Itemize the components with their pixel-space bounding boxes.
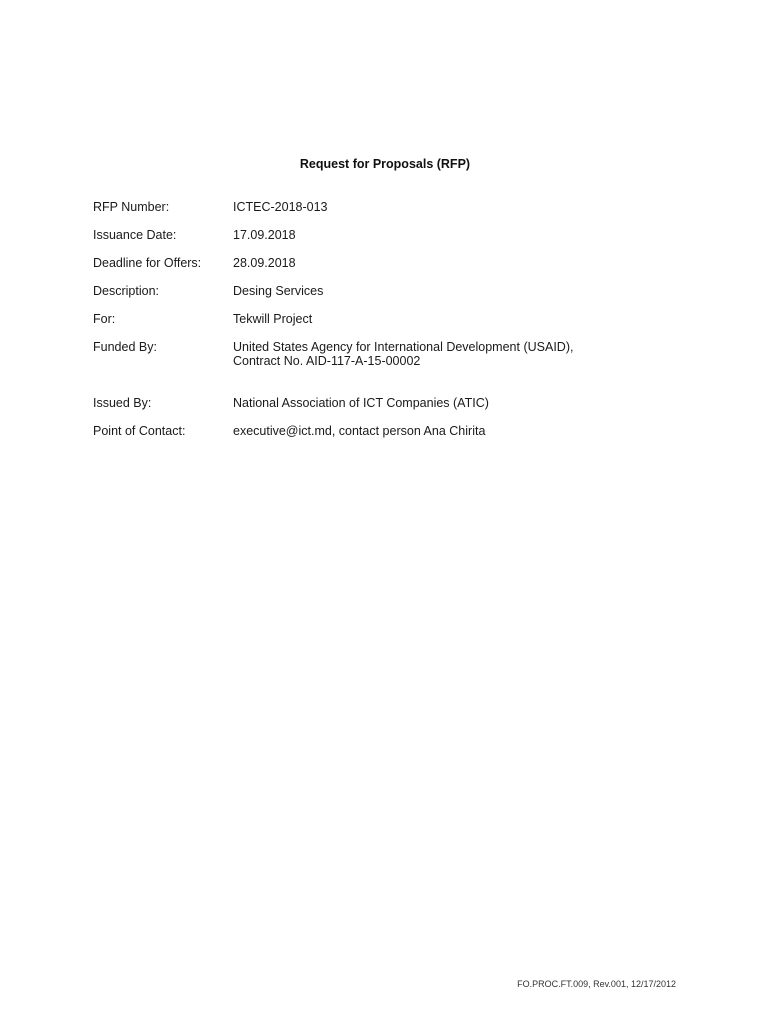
- field-label: Deadline for Offers:: [93, 256, 202, 270]
- field-value: [233, 284, 693, 298]
- field-value-line: United States Agency for International Development (USAID),: [233, 340, 574, 354]
- field-label: RFP Number:: [93, 200, 170, 214]
- field-value-line: Contract No. AID-117-A-15-00002: [233, 354, 421, 368]
- document-title: Request for Proposals (RFP): [299, 157, 471, 171]
- field-value-line: Tekwill Project: [233, 312, 313, 326]
- field-label: For:: [93, 312, 116, 326]
- field-value: [233, 424, 693, 438]
- field-label: Issuance Date:: [93, 228, 177, 242]
- field-label: Funded By:: [93, 340, 157, 354]
- field-value: [233, 312, 693, 326]
- field-value: [233, 200, 693, 214]
- field-value-line: 17.09.2018: [233, 228, 296, 242]
- field-label: Description:: [93, 284, 159, 298]
- field-value-line: National Association of ICT Companies (ATIC): [233, 396, 489, 410]
- field-value-line: Desing Services: [233, 284, 324, 298]
- field-value: [233, 396, 693, 410]
- field-value: [233, 256, 693, 270]
- field-value-line: ICTEC-2018-013: [233, 200, 328, 214]
- field-value-line: 28.09.2018: [233, 256, 296, 270]
- field-value: [233, 228, 693, 242]
- field-value: [233, 340, 693, 368]
- field-value-line: executive@ict.md, contact person Ana Chirita: [233, 424, 486, 438]
- field-label: Issued By:: [93, 396, 152, 410]
- field-label: Point of Contact:: [93, 424, 186, 438]
- form-code-footer: FO.PROC.FT.009, Rev.001, 12/17/2012: [517, 979, 676, 989]
